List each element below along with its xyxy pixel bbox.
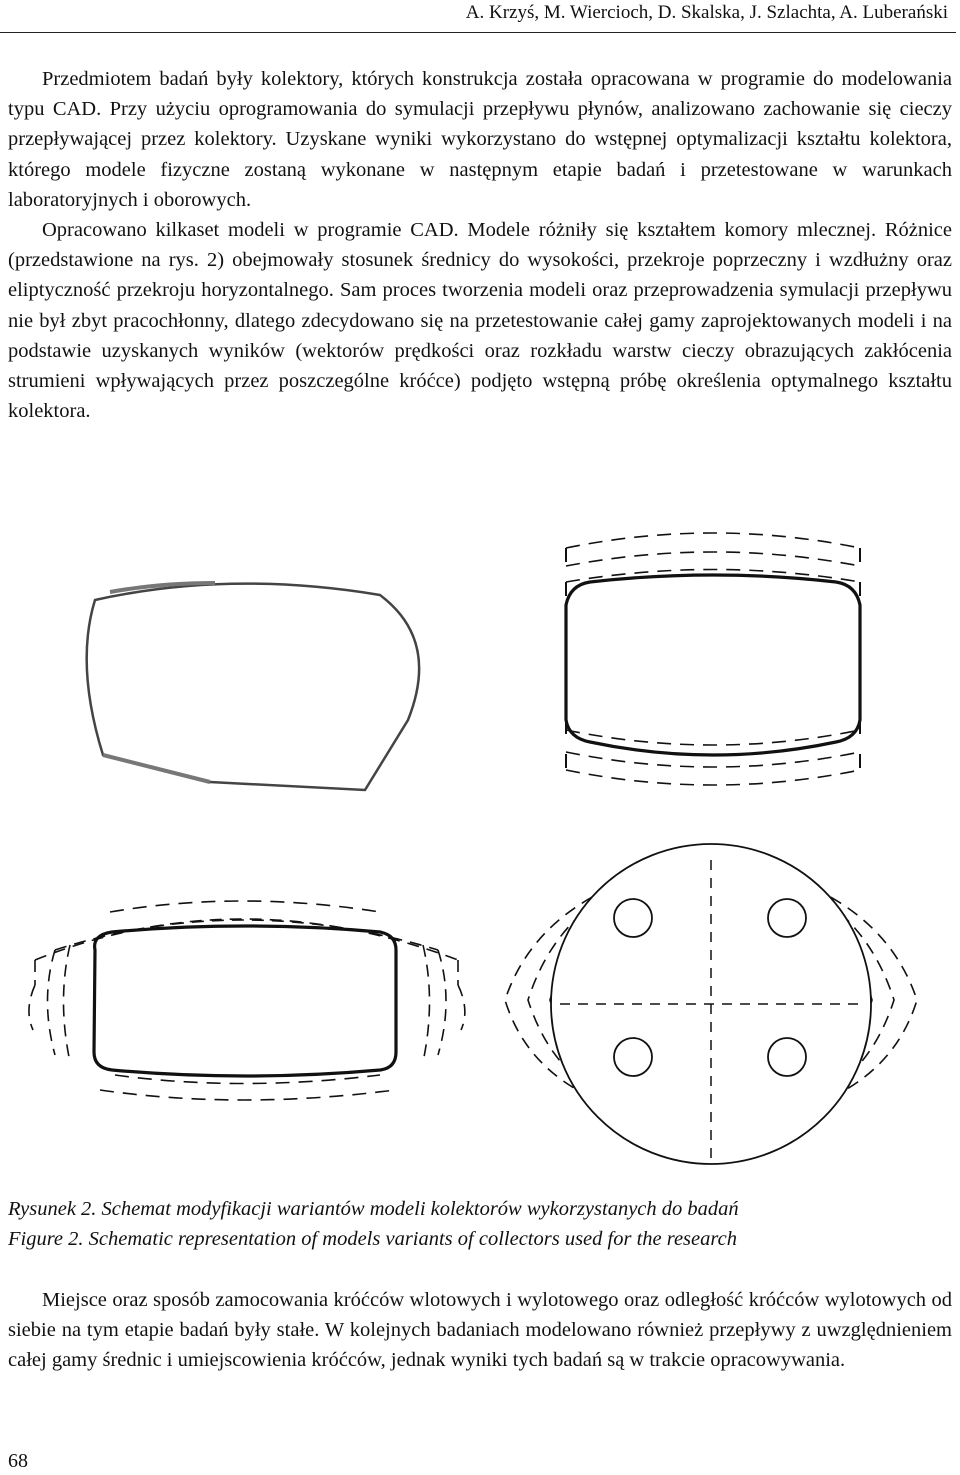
collector-model-2 [566, 533, 860, 785]
paragraph-3: Miejsce oraz sposób zamocowania króćców wlotowych i wylotowego oraz odległość króćców wylotowych od siebie na tym etapie badań były stałe. W kolejnych badaniach modelowano również przepływy z uwzględnieniem całej gamy średnic i umiejscowienia króćców, jednak wyniki tych badań są w trakcie opracowywania. [8, 1289, 952, 1372]
collector-variants-schematic [0, 530, 960, 1180]
paragraph-2: Opracowano kilkaset modeli w programie CAD. Modele różniły się kształtem komory mlecznej. Różnice (przedstawione na rys. 2) obejmowały stosunek średnicy do wysokości, przekroje poprzeczny i wzdłużny oraz eliptyczność przekroju horyzontalnego. Sam proces tworzenia modeli oraz przeprowadzenia symulacji przepływu nie był zbyt pracochłonny, dlatego zdecydowano się na przetestowanie całej gamy zaprojektowanych modeli i na podstawie uzyskanych wyników (wektorów prędkości oraz rozkładu warstw cieczy obrazujących zakłócenia strumieni wpływających przez poszczególne króćce) podjęto wstępną próbę określenia optymalnego kształtu kolektora. [8, 219, 952, 423]
page-number: 68 [8, 1450, 28, 1472]
paragraph-1: Przedmiotem badań były kolektory, których konstrukcja została opracowana w programie do modelowania typu CAD. Przy użyciu oprogramowania do symulacji przepływu płynów, analizowano zachowanie się cieczy przepływającej przez kolektory. Uzyskane wyniki wykorzystano do wstępnej optymalizacji kształtu kolektora, którego modele fizyczne zostaną wykonane w następnym etapie badań i przetestowane w warunkach laboratoryjnych i oborowych. [8, 68, 952, 211]
header-rule [0, 32, 956, 33]
caption-polish: Rysunek 2. Schemat modyfikacji wariantów modeli kolektorów wykorzystanych do badań [8, 1198, 739, 1220]
collector-model-4 [505, 844, 917, 1166]
body-text-bottom [8, 1285, 952, 1376]
body-text-top [8, 64, 952, 426]
running-header [0, 0, 956, 40]
caption-english: Figure 2. Schematic representation of models variants of collectors used for the research [8, 1228, 737, 1250]
figure-2 [0, 530, 960, 1180]
collector-model-3 [29, 901, 465, 1100]
header-authors: A. Krzyś, M. Wiercioch, D. Skalska, J. Szlachta, A. Luberański [465, 2, 948, 23]
figure-caption [8, 1194, 952, 1254]
collector-model-1 [87, 583, 419, 790]
